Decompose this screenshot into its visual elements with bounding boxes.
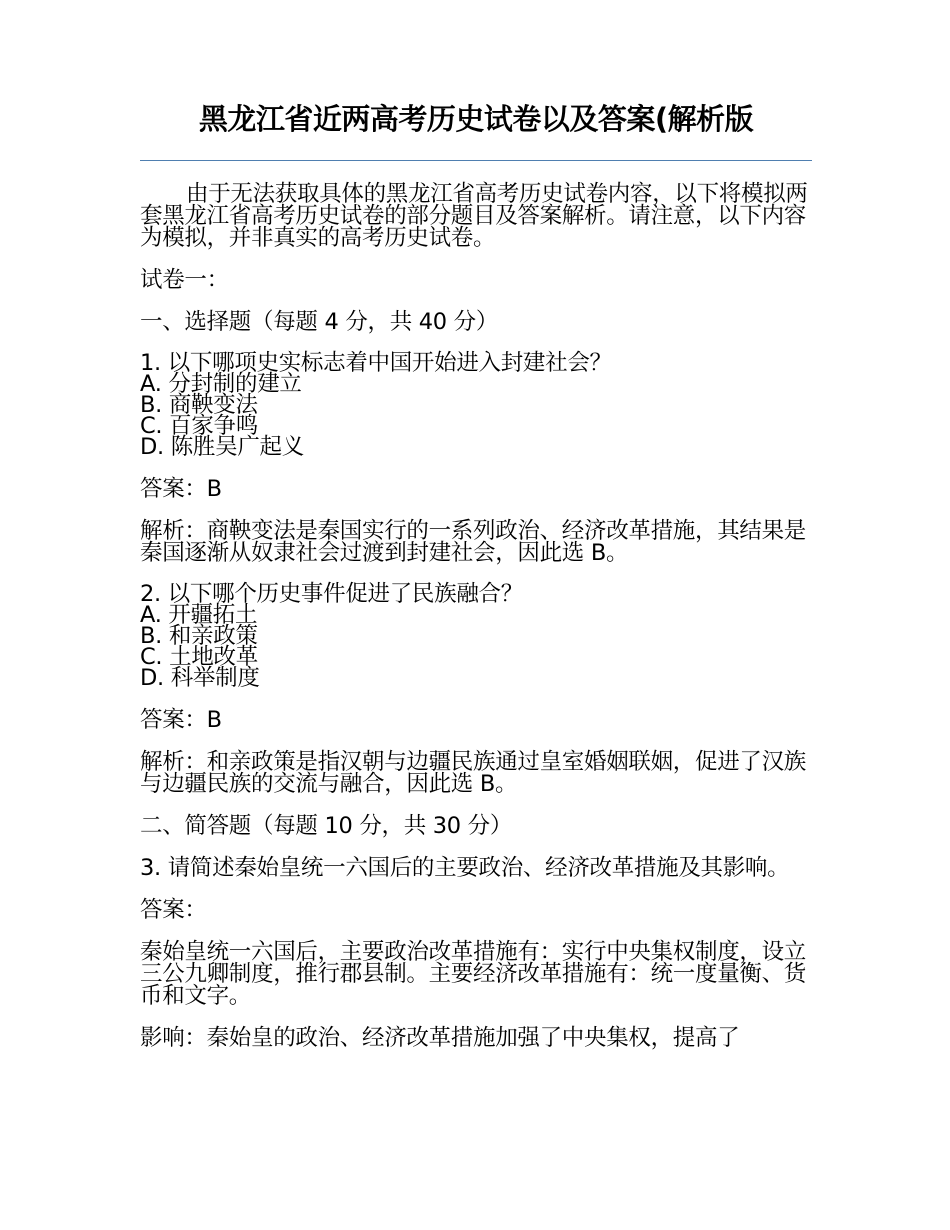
option-c: C. 土地改革 (140, 644, 258, 670)
question-text: 1. 以下哪项史实标志着中国开始进入封建社会？ (140, 350, 612, 376)
answer-2: 答案：B (140, 707, 222, 733)
section-heading-choice: 一、选择题（每题 4 分，共 40 分） (140, 309, 499, 335)
answer-1: 答案：B (140, 476, 222, 502)
analysis-2: 解析：和亲政策是指汉朝与边疆民族通过皇室婚姻联姻，促进了汉族与边疆民族的交流与融合，因此选 B。 (140, 749, 807, 797)
option-d: D. 科举制度 (140, 665, 260, 691)
option-b: B. 商鞅变法 (140, 392, 258, 418)
question-text: 2. 以下哪个历史事件促进了民族融合？ (140, 581, 523, 607)
option-a: A. 分封制的建立 (140, 371, 302, 397)
option-b: B. 和亲政策 (140, 623, 258, 649)
answer-3-text: 秦始皇统一六国后，主要政治改革措施有：实行中央集权制度，设立三公九卿制度，推行郡县制。主要经济改革措施有：统一度量衡、货币和文字。 (140, 939, 807, 1009)
question-2 (140, 581, 812, 691)
question-3: 3. 请简述秦始皇统一六国后的主要政治、经济改革措施及其影响。 (140, 855, 790, 881)
document-title: 黑龙江省近两高考历史试卷以及答案(解析版 (198, 102, 754, 136)
option-a: A. 开疆拓土 (140, 602, 258, 628)
document-body (140, 183, 812, 1069)
analysis-1: 解析：商鞅变法是秦国实行的一系列政治、经济改革措施，其结果是秦国逐渐从奴隶社会过渡到封建社会，因此选 B。 (140, 518, 807, 566)
intro-paragraph: 由于无法获取具体的黑龙江省高考历史试卷内容，以下将模拟两套黑龙江省高考历史试卷的部分题目及答案解析。请注意，以下内容为模拟，并非真实的高考历史试卷。 (140, 181, 808, 251)
paper-label: 试卷一： (140, 267, 229, 293)
impact-text: 影响：秦始皇的政治、经济改革措施加强了中央集权，提高了 (140, 1025, 740, 1051)
section-heading-short-answer: 二、简答题（每题 10 分，共 30 分） (140, 813, 513, 839)
answer-3-label: 答案： (140, 897, 207, 923)
title-underline (140, 160, 812, 161)
question-1 (140, 350, 812, 460)
option-c: C. 百家争鸣 (140, 413, 258, 439)
option-d: D. 陈胜吴广起义 (140, 434, 304, 460)
